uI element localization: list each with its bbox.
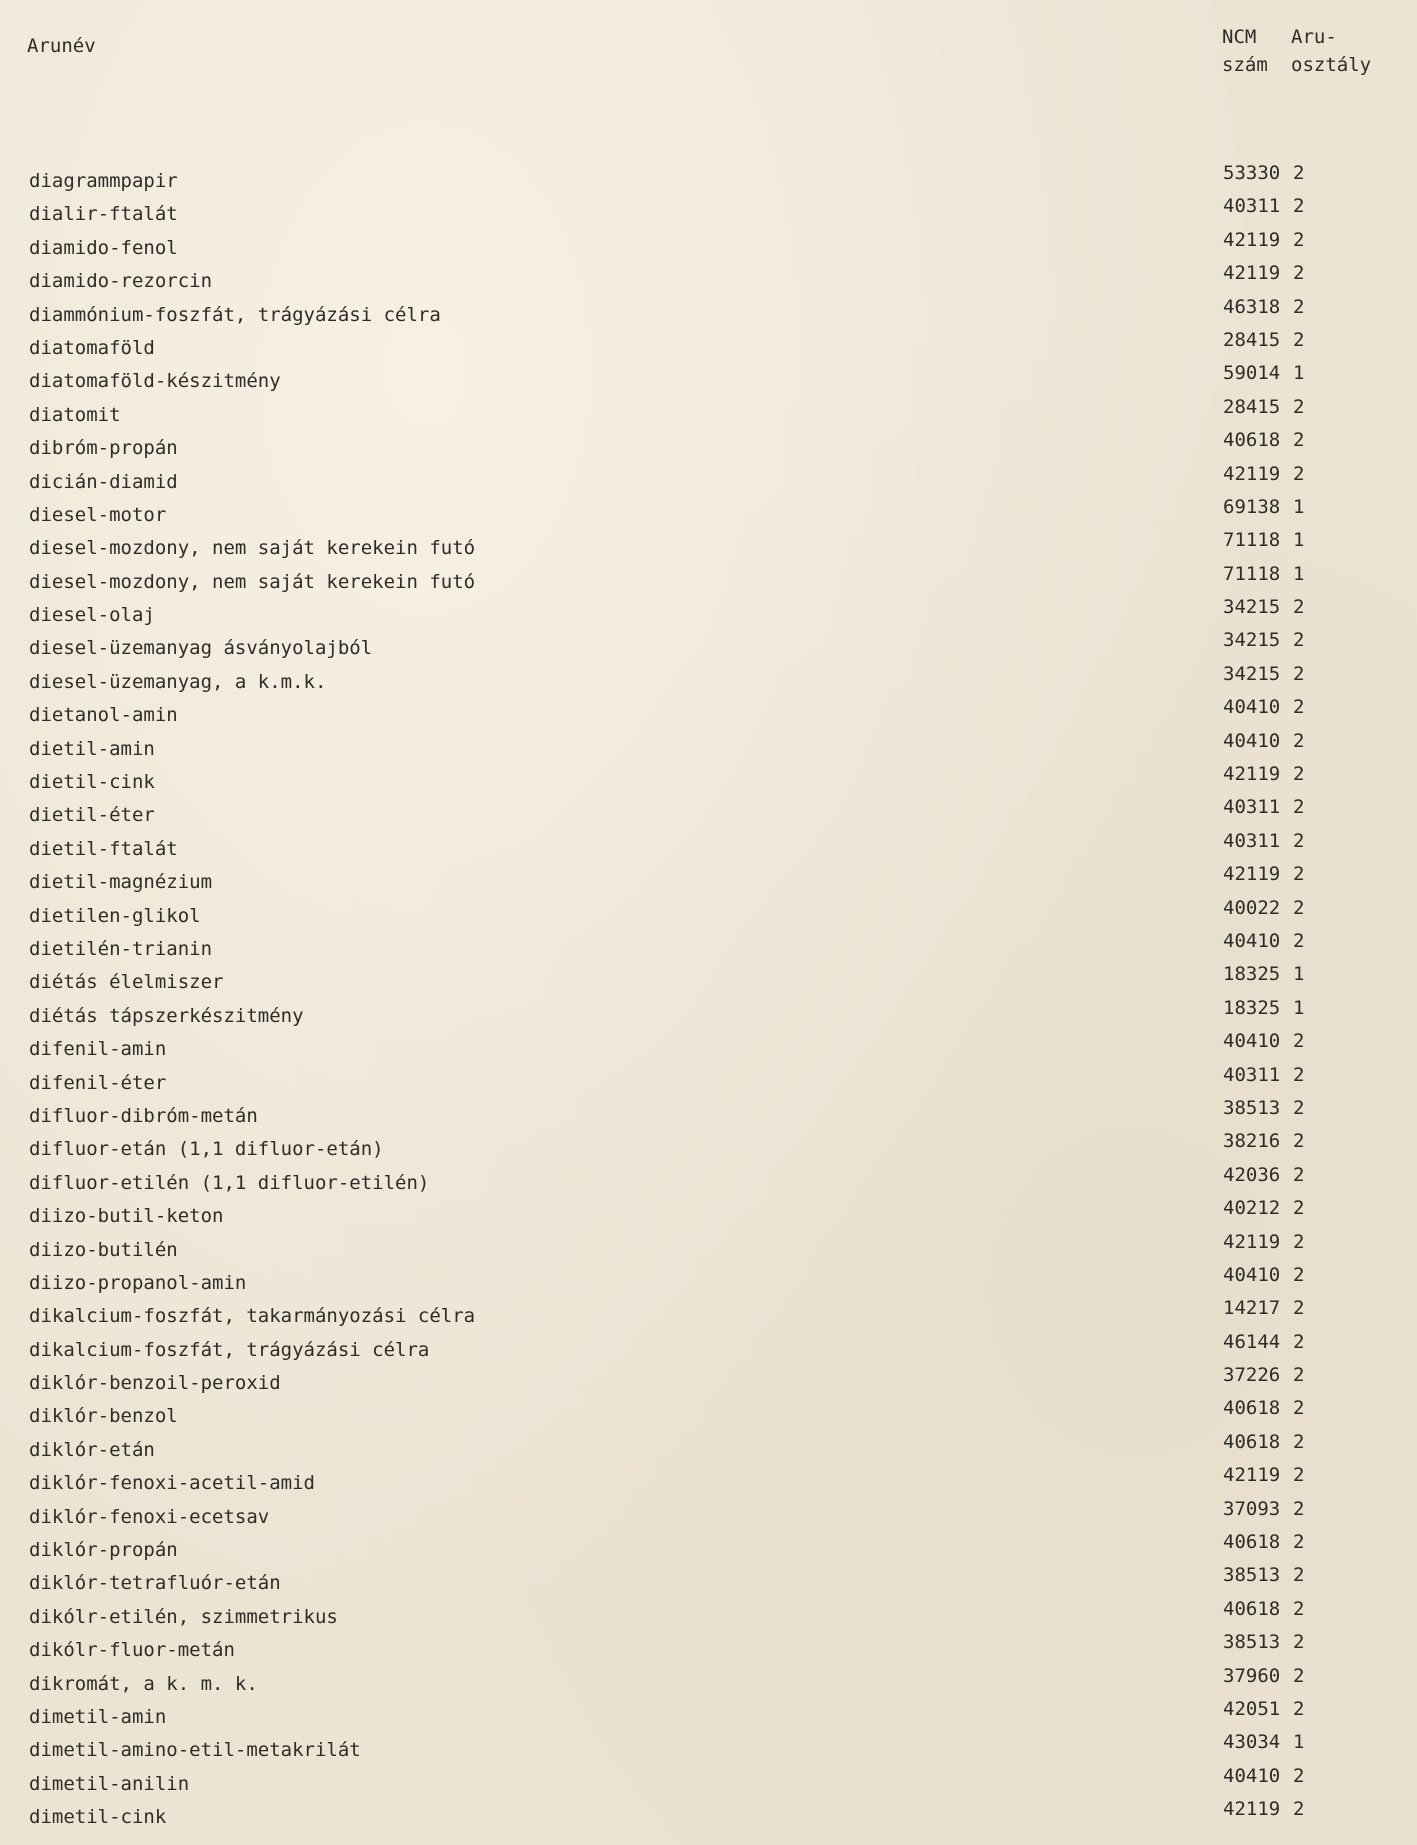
list-item (0, 964, 1417, 997)
ncm-number: 38216 (1223, 1130, 1281, 1153)
list-item (0, 1131, 1417, 1164)
list-item (0, 1732, 1417, 1765)
ncm-number: 40311 (1223, 195, 1281, 218)
class-header-line2: osztály (1291, 54, 1372, 76)
product-class: 2 (1293, 1096, 1305, 1119)
list-item (0, 1599, 1417, 1632)
product-class: 2 (1293, 328, 1305, 351)
list-item (0, 898, 1417, 931)
list-item (0, 731, 1417, 764)
ncm-number: 40311 (1223, 829, 1281, 852)
product-class: 2 (1293, 1297, 1305, 1320)
product-class: 2 (1293, 429, 1305, 452)
ncm-number: 18325 (1223, 963, 1281, 986)
ncm-number: 42119 (1223, 1230, 1281, 1253)
ncm-number: 18325 (1223, 996, 1281, 1019)
column-header-class (1291, 23, 1371, 79)
list-item (0, 664, 1417, 697)
list-item (0, 330, 1417, 363)
product-class: 2 (1293, 1130, 1305, 1153)
list-item (0, 464, 1417, 497)
product-class: 2 (1293, 1597, 1305, 1620)
ncm-number: 37960 (1223, 1664, 1281, 1687)
ncm-number: 40022 (1223, 896, 1281, 919)
product-class: 2 (1293, 829, 1305, 852)
ncm-number: 38513 (1223, 1096, 1281, 1119)
list-item (0, 196, 1417, 229)
ncm-number: 14217 (1223, 1297, 1281, 1320)
ncm-number: 69138 (1223, 495, 1281, 518)
column-header-ncm (1222, 23, 1268, 79)
ncm-number: 28415 (1223, 328, 1281, 351)
product-name: difluor-dibróm-metán (29, 1104, 258, 1127)
product-class: 1 (1293, 562, 1305, 585)
class-header-line1: Aru- (1291, 26, 1337, 48)
product-class: 2 (1293, 395, 1305, 418)
list-item (0, 1632, 1417, 1665)
ncm-number: 42119 (1223, 262, 1281, 285)
product-name: diétás élelmiszer (29, 971, 224, 994)
product-class: 2 (1293, 1564, 1305, 1587)
ncm-number: 42051 (1223, 1697, 1281, 1720)
list-item (0, 1532, 1417, 1565)
product-class: 1 (1293, 963, 1305, 986)
product-name: dikólr-etilén, szimmetrikus (29, 1605, 338, 1628)
product-class: 2 (1293, 596, 1305, 619)
ncm-number: 46144 (1223, 1330, 1281, 1353)
product-class: 2 (1293, 1798, 1305, 1821)
product-class: 2 (1293, 1397, 1305, 1420)
ncm-number: 40410 (1223, 696, 1281, 719)
product-class: 2 (1293, 1631, 1305, 1654)
product-name: diétás tápszerkészitmény (29, 1004, 304, 1027)
list-item (0, 397, 1417, 430)
product-class: 2 (1293, 162, 1305, 184)
product-name: diesel-üzemanyag, a k.m.k. (29, 670, 327, 693)
ncm-number: 34215 (1223, 629, 1281, 652)
list-item (0, 163, 1417, 196)
ncm-number: 42119 (1223, 863, 1281, 886)
product-name: dikromát, a k. m. k. (29, 1672, 258, 1695)
product-class: 2 (1293, 662, 1305, 685)
product-class: 2 (1293, 763, 1305, 786)
ncm-number: 40410 (1223, 929, 1281, 952)
product-name: diesel-mozdony, nem saját kerekein futó (29, 570, 476, 593)
product-name: diklór-fenoxi-ecetsav (29, 1505, 270, 1528)
ncm-number: 40618 (1223, 1597, 1281, 1620)
product-class: 1 (1293, 1731, 1305, 1754)
ncm-number: 53330 (1223, 162, 1281, 184)
ncm-number: 40410 (1223, 1764, 1281, 1787)
list-item (0, 1265, 1417, 1298)
ncm-number: 34215 (1223, 596, 1281, 619)
product-class: 2 (1293, 1330, 1305, 1353)
ncm-number: 40618 (1223, 429, 1281, 452)
list-item (0, 363, 1417, 396)
list-item (0, 931, 1417, 964)
ncm-number: 40212 (1223, 1197, 1281, 1220)
list-item (0, 1799, 1417, 1832)
list-item (0, 1766, 1417, 1799)
ncm-number: 71118 (1223, 529, 1281, 552)
column-header-name: Arunév (27, 35, 96, 57)
ncm-number: 37093 (1223, 1497, 1281, 1520)
product-class: 2 (1293, 929, 1305, 952)
product-class: 2 (1293, 629, 1305, 652)
product-name: diesel-üzemanyag ásványolajból (29, 637, 373, 660)
list-item (0, 497, 1417, 530)
ncm-number: 42119 (1223, 1464, 1281, 1487)
list-item (0, 297, 1417, 330)
product-name: dietil-ftalát (29, 837, 178, 860)
product-class: 2 (1293, 228, 1305, 251)
list-item (0, 1198, 1417, 1231)
list-item (0, 1232, 1417, 1265)
product-class: 2 (1293, 462, 1305, 485)
list-item (0, 1565, 1417, 1598)
product-name: diatomit (29, 403, 121, 426)
product-name: dikólr-fluor-metán (29, 1639, 235, 1662)
list-item (0, 430, 1417, 463)
product-name: dikalcium-foszfát, takarmányozási célra (29, 1305, 476, 1328)
product-class: 2 (1293, 295, 1305, 318)
product-name: dietanol-amin (29, 704, 178, 727)
list-item (0, 263, 1417, 296)
ncm-number: 40410 (1223, 1263, 1281, 1286)
ncm-number: 43034 (1223, 1731, 1281, 1754)
ncm-number: 42119 (1223, 462, 1281, 485)
product-name: diklór-benzol (29, 1405, 178, 1428)
list-item (0, 1165, 1417, 1198)
list-item (0, 530, 1417, 563)
product-name: dicián-diamid (29, 470, 178, 493)
ncm-number: 38513 (1223, 1631, 1281, 1654)
product-class: 1 (1293, 495, 1305, 518)
ncm-number: 46318 (1223, 295, 1281, 318)
product-name: dibróm-propán (29, 437, 178, 460)
product-class: 2 (1293, 1063, 1305, 1086)
product-name: diklór-tetrafluór-etán (29, 1572, 281, 1595)
product-name: diesel-mozdony, nem saját kerekein futó (29, 537, 476, 560)
product-name: diizo-butilén (29, 1238, 178, 1261)
ncm-number: 40618 (1223, 1397, 1281, 1420)
ncm-number: 59014 (1223, 362, 1281, 385)
product-class: 2 (1293, 1364, 1305, 1387)
product-name: difenil-amin (29, 1038, 167, 1061)
product-name: dietil-magnézium (29, 871, 213, 894)
ncm-number: 38513 (1223, 1564, 1281, 1587)
list-item (0, 1699, 1417, 1732)
ncm-number: 40410 (1223, 729, 1281, 752)
product-class: 2 (1293, 696, 1305, 719)
list-item (0, 1432, 1417, 1465)
ncm-number: 42119 (1223, 1798, 1281, 1821)
product-name: difenil-éter (29, 1071, 167, 1094)
product-name: diatomaföld-készitmény (29, 370, 281, 393)
product-class: 2 (1293, 1263, 1305, 1286)
list-item (0, 831, 1417, 864)
product-name: dietil-cink (29, 771, 155, 794)
ncm-number: 40311 (1223, 796, 1281, 819)
product-class: 2 (1293, 262, 1305, 285)
ncm-number: 40410 (1223, 1030, 1281, 1053)
product-name: dialir-ftalát (29, 203, 178, 226)
product-name: dietilén-trianin (29, 937, 213, 960)
product-class: 2 (1293, 729, 1305, 752)
ncm-number: 28415 (1223, 395, 1281, 418)
product-class: 2 (1293, 1197, 1305, 1220)
product-class: 2 (1293, 1497, 1305, 1520)
product-name: difluor-etilén (1,1 difluor-etilén) (29, 1171, 430, 1194)
product-list (0, 163, 1417, 1833)
ncm-number: 40618 (1223, 1430, 1281, 1453)
list-item (0, 230, 1417, 263)
product-class: 2 (1293, 1163, 1305, 1186)
list-item (0, 564, 1417, 597)
list-item (0, 597, 1417, 630)
product-name: dietil-éter (29, 804, 155, 827)
ncm-number: 42036 (1223, 1163, 1281, 1186)
list-item (0, 1031, 1417, 1064)
ncm-number: 37226 (1223, 1364, 1281, 1387)
list-item (0, 1398, 1417, 1431)
product-name: dikalcium-foszfát, trágyázási célra (29, 1338, 430, 1361)
product-class: 2 (1293, 796, 1305, 819)
product-name: dietilen-glikol (29, 904, 201, 927)
product-name: dimetil-amino-etil-metakrilát (29, 1739, 361, 1762)
product-class: 2 (1293, 1764, 1305, 1787)
product-class: 1 (1293, 529, 1305, 552)
product-name: diizo-butil-keton (29, 1205, 224, 1228)
product-class: 2 (1293, 1464, 1305, 1487)
ncm-number: 71118 (1223, 562, 1281, 585)
product-class: 2 (1293, 1531, 1305, 1554)
list-item (0, 1298, 1417, 1331)
ncm-number: 42119 (1223, 228, 1281, 251)
list-item (0, 864, 1417, 897)
product-name: diammónium-foszfát, trágyázási célra (29, 303, 441, 326)
product-name: diatomaföld (29, 336, 155, 359)
product-class: 2 (1293, 896, 1305, 919)
list-item (0, 797, 1417, 830)
ncm-number: 34215 (1223, 662, 1281, 685)
product-name: difluor-etán (1,1 difluor-etán) (29, 1138, 384, 1161)
list-item (0, 1332, 1417, 1365)
product-class: 2 (1293, 1430, 1305, 1453)
product-class: 2 (1293, 1030, 1305, 1053)
product-name: diamido-rezorcin (29, 270, 213, 293)
product-name: dimetil-cink (29, 1806, 167, 1829)
product-name: diamido-fenol (29, 236, 178, 259)
list-item (0, 998, 1417, 1031)
list-item (0, 1065, 1417, 1098)
list-item (0, 1499, 1417, 1532)
product-class: 2 (1293, 195, 1305, 218)
ncm-number: 42119 (1223, 763, 1281, 786)
list-item (0, 1098, 1417, 1131)
product-class: 1 (1293, 362, 1305, 385)
product-name: diklór-fenoxi-acetil-amid (29, 1472, 315, 1495)
list-item (0, 630, 1417, 663)
product-name: diagrammpapir (29, 170, 178, 192)
list-item (0, 1465, 1417, 1498)
product-name: diesel-motor (29, 503, 167, 526)
product-name: diizo-propanol-amin (29, 1271, 247, 1294)
list-item (0, 1666, 1417, 1699)
product-class: 2 (1293, 1697, 1305, 1720)
ncm-header-line1: NCM (1222, 26, 1257, 48)
list-item (0, 1365, 1417, 1398)
ncm-header-line2: szám (1222, 54, 1268, 76)
product-name: diklór-etán (29, 1438, 155, 1461)
product-name: diklór-benzoil-peroxid (29, 1372, 281, 1395)
product-class: 2 (1293, 863, 1305, 886)
product-name: diesel-olaj (29, 604, 155, 627)
list-item (0, 764, 1417, 797)
product-name: diklór-propán (29, 1539, 178, 1562)
product-name: dimetil-amin (29, 1705, 167, 1728)
product-class: 1 (1293, 996, 1305, 1019)
product-name: dietil-amin (29, 737, 155, 760)
product-class: 2 (1293, 1664, 1305, 1687)
ncm-number: 40311 (1223, 1063, 1281, 1086)
product-class: 2 (1293, 1230, 1305, 1253)
ncm-number: 40618 (1223, 1531, 1281, 1554)
product-name: dimetil-anilin (29, 1772, 190, 1795)
list-item (0, 697, 1417, 730)
